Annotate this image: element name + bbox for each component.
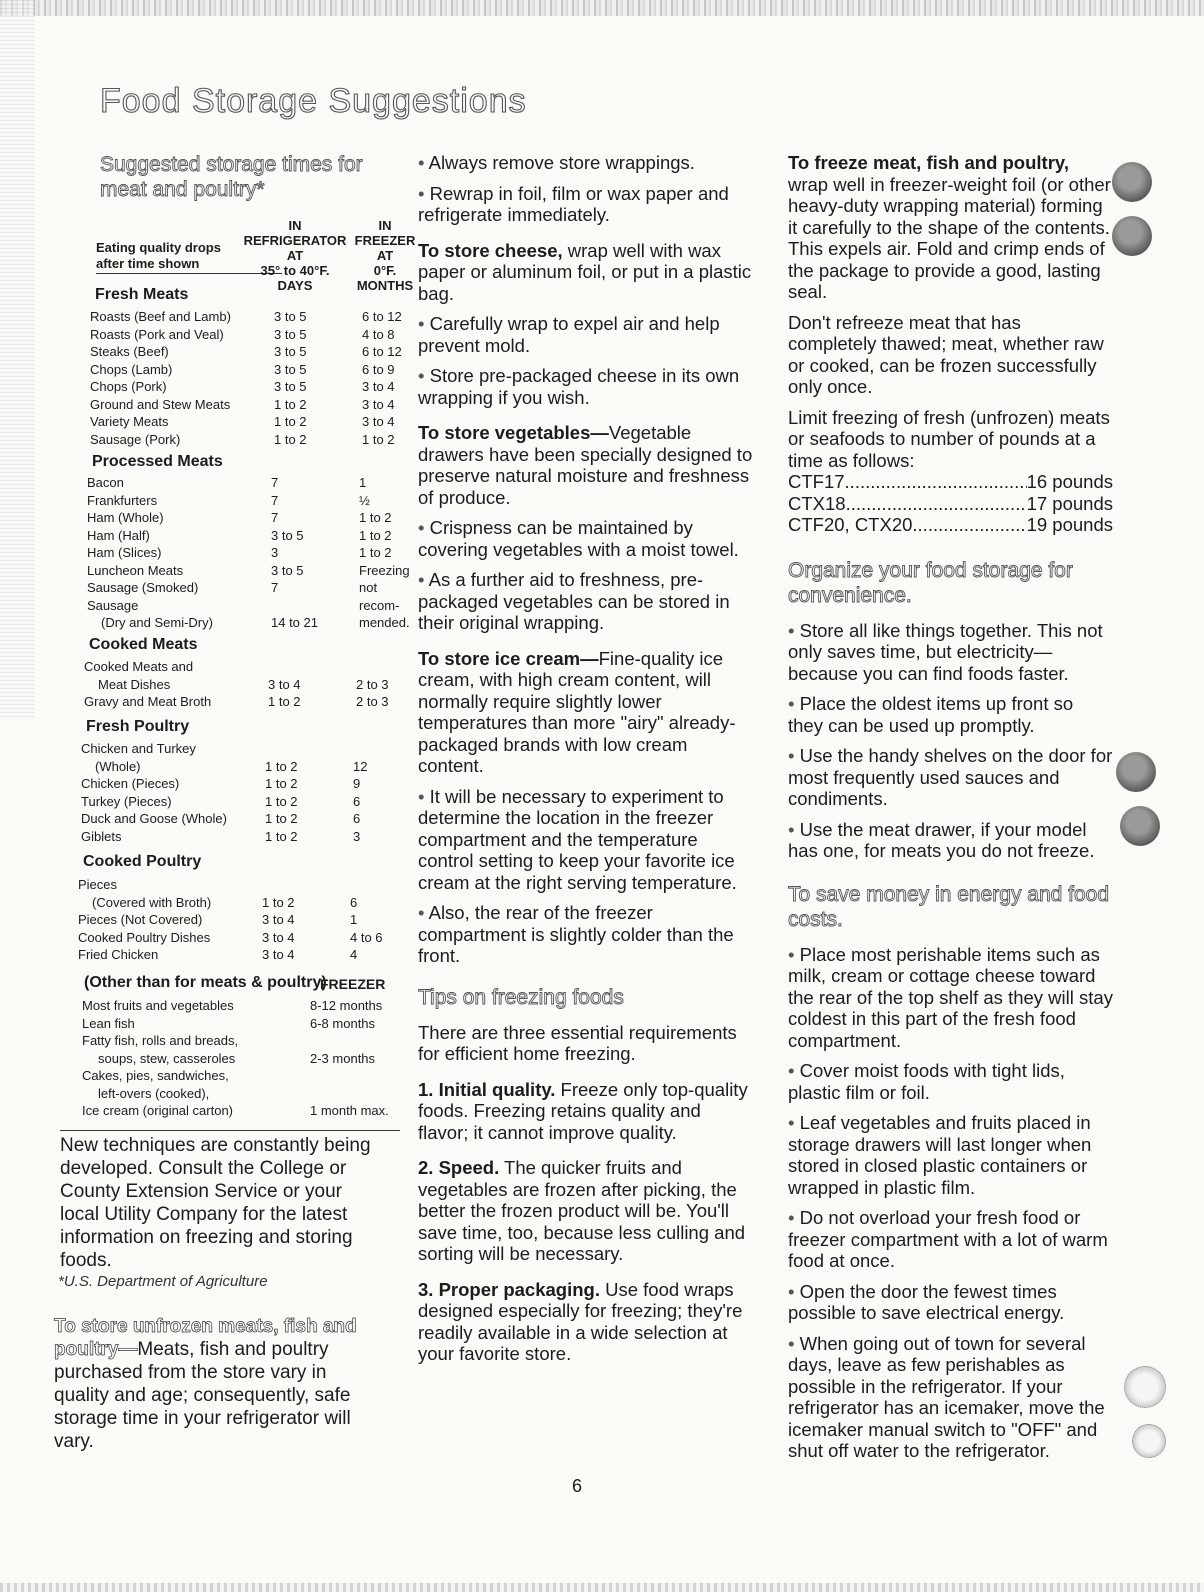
table-row-name: Pieces (Not Covered) — [78, 912, 203, 927]
table-row-freezer: 2 to 3 — [356, 676, 389, 692]
tip3-text: Use food wraps designed especially for freezing; they're readily available in a wide selection at your favorite store. — [418, 1278, 743, 1364]
table-row-name: Steaks (Beef) — [90, 344, 169, 359]
table-row-fridge: 1 to 2 — [262, 894, 295, 910]
model-name: CTF20, CTX20 — [788, 514, 913, 535]
fridge-header-line: 35° to 40°F. — [260, 263, 330, 278]
pounds-value: 17 pounds — [1026, 492, 1113, 514]
table-row-fridge: 1 to 2 — [274, 396, 307, 412]
table-row-name: Chops (Pork) — [90, 379, 167, 394]
table-row-fridge: 3 to 4 — [268, 676, 301, 692]
freezer-header-line: IN — [378, 218, 392, 233]
left-header-line: Eating quality drops — [96, 240, 221, 255]
other-row-name: Most fruits and vegetables — [82, 998, 234, 1013]
bullet-crispness: • Crispness can be maintained by covering vegetables with a moist towel. — [418, 517, 753, 560]
table-row-fridge: 3 to 4 — [262, 929, 295, 945]
table-row-fridge: 3 — [271, 545, 279, 560]
bullet-cover-foods: • Cover moist foods with tight lids, plastic film or foil. — [788, 1060, 1113, 1103]
section-heading: Fresh Meats — [95, 286, 189, 303]
table-row-fridge: 1 to 2 — [265, 776, 298, 791]
table-row-name: Cooked Meats and — [84, 659, 194, 674]
fridge-header-line: AT — [286, 248, 304, 263]
table-row-fridge: 7 — [271, 475, 279, 490]
other-row-value: 1 month max. — [310, 1103, 389, 1118]
tips-intro: There are three essential requirements for efficient home freezing. — [418, 1021, 737, 1064]
unfrozen-text: Meats, fish and poultry purchased from the store vary in quality and age; consequently, safe storage time in your refrigerator will vary. — [54, 1339, 351, 1452]
page-title: Food Storage Suggestions — [100, 82, 527, 120]
left-header-line: after time shown — [96, 256, 200, 271]
organize-heading: Organize your food storage for convenience. — [788, 558, 1073, 607]
table-row-name: (Whole) — [95, 758, 141, 774]
pounds-value: 19 pounds — [1026, 514, 1113, 535]
page-number: 6 — [572, 1476, 583, 1496]
table-row-freezer: 2 to 3 — [356, 694, 389, 709]
other-row-value: 6-8 months — [310, 1015, 376, 1031]
table-row-freezer: 1 to 2 — [359, 510, 392, 525]
table-row-name: Frankfurters — [87, 492, 158, 508]
table-row-name: Sausage (Pork) — [90, 431, 181, 447]
table-row-freezer: 1 to 2 — [362, 431, 395, 447]
binder-hole-icon — [1116, 752, 1156, 792]
table-row-freezer: 3 — [353, 828, 361, 844]
table-row-name: Cooked Poultry Dishes — [78, 929, 211, 945]
ice-cream-paragraph — [418, 648, 753, 777]
table-row-name: Ham (Whole) — [87, 510, 164, 525]
capacity-list — [788, 471, 1113, 536]
capacity-row — [788, 471, 1113, 493]
table-row-freezer: recom- — [359, 597, 400, 613]
table-row-freezer: 6 to 12 — [362, 344, 402, 359]
tip1-lead: 1. Initial quality. — [418, 1078, 556, 1100]
table-row-fridge: 3 to 5 — [274, 361, 307, 377]
bullet-prepackaged-cheese: • Store pre-packaged cheese in its own wrapping if you wish. — [418, 365, 753, 408]
table-row-freezer: mended. — [359, 615, 410, 630]
section-heading: Cooked Meats — [89, 636, 198, 653]
other-row-value: 8-12 months — [310, 998, 383, 1013]
table-row-freezer: 3 to 4 — [362, 379, 395, 394]
table-row-fridge: 3 to 5 — [274, 344, 307, 359]
table-row-name: Luncheon Meats — [87, 562, 184, 578]
table-row-name: Fried Chicken — [78, 947, 159, 962]
bullet-door-shelves: • Use the handy shelves on the door for most frequently used sauces and condiments. — [788, 745, 1113, 810]
section-heading: Processed Meats — [92, 453, 223, 470]
other-row-name: Cakes, pies, sandwiches, — [82, 1068, 229, 1083]
limit-paragraph: Limit freezing of fresh (unfrozen) meats or seafoods to number of pounds at a time as follows: — [788, 406, 1110, 471]
model-name: CTX18 — [788, 492, 846, 514]
unfrozen-lead: To store unfrozen meats, fish and poultry— — [54, 1316, 357, 1360]
table-row-name: Ham (Slices) — [87, 545, 162, 560]
tip1-text: Freeze only top-quality foods. Freezing retains quality and flavor; it cannot improve quality. — [418, 1078, 748, 1143]
binder-hole-icon — [1124, 1366, 1166, 1408]
table-row-name: (Covered with Broth) — [92, 894, 212, 910]
model-name: CTF17 — [788, 471, 845, 492]
table-row-fridge: 7 — [271, 492, 279, 508]
ice-cream-lead: To store ice cream— — [418, 647, 599, 669]
vegetables-text: Vegetable drawers have been specially designed to preserve natural moisture and freshness of produce. — [418, 422, 753, 508]
table-row-freezer: 9 — [353, 776, 361, 791]
freeze-text: wrap well in freezer-weight foil (or other heavy-duty wrapping material) forming it carefully to the shape of the contents. This expels air. Fold and crimp ends of the package to provide a good, lasting seal. — [788, 173, 1111, 302]
pounds-value: 16 pounds — [1026, 471, 1113, 492]
table-row-name: Bacon — [87, 475, 124, 490]
tip-initial-quality — [418, 1079, 753, 1144]
table-row-name: Meat Dishes — [98, 676, 171, 692]
bullet-rear-colder: • Also, the rear of the freezer compartment is slightly colder than the front. — [418, 902, 753, 967]
table-row-freezer: 4 to 6 — [350, 929, 383, 945]
table-row-fridge: 3 to 4 — [262, 912, 295, 927]
table-row-fridge: 3 to 5 — [274, 379, 307, 394]
table-row-name: Pieces — [78, 877, 118, 892]
freeze-meat-paragraph — [788, 152, 1113, 303]
table-row-name: Chicken and Turkey — [81, 741, 196, 756]
bullet-leaf-vegetables: • Leaf vegetables and fruits placed in storage drawers will last longer when stored in closed plastic containers or wrapped in plastic film. — [788, 1112, 1113, 1198]
table-row-name: Roasts (Beef and Lamb) — [90, 309, 231, 324]
dot-leader — [912, 514, 1026, 536]
other-row-name: soups, stew, casseroles — [98, 1050, 236, 1066]
bullet-rewrap: • Rewrap in foil, film or wax paper and refrigerate immediately. — [418, 183, 753, 226]
table-row-fridge: 1 to 2 — [265, 811, 298, 826]
freezer-header-line: AT — [376, 248, 394, 263]
tip2-text: The quicker fruits and vegetables are frozen after picking, the better the frozen product will be. You'll save time, too, because less culling and sorting will be necessary. — [418, 1157, 746, 1264]
table-row-freezer: 3 to 4 — [362, 396, 395, 412]
table-row-fridge: 1 to 2 — [274, 431, 307, 447]
table-row-freezer: 1 to 2 — [359, 545, 392, 560]
other-heading: (Other than for meats & poultry) — [84, 974, 327, 991]
table-row-fridge: 3 to 5 — [274, 309, 307, 324]
table-row-fridge: 14 to 21 — [271, 615, 318, 630]
binder-hole-icon — [1132, 1424, 1166, 1458]
vegetables-paragraph — [418, 422, 753, 508]
table-row-fridge: 7 — [271, 580, 279, 595]
table-row-name: Gravy and Meat Broth — [84, 694, 212, 709]
scan-edge-bottom — [0, 1583, 1204, 1592]
table-row-freezer: 1 to 2 — [359, 527, 392, 543]
bullet-open-door: • Open the door the fewest times possible to save electrical energy. — [788, 1281, 1113, 1324]
table-row-name: Variety Meats — [90, 414, 169, 429]
tip-packaging — [418, 1279, 753, 1365]
table-row-freezer: 6 — [353, 811, 361, 826]
table-row-freezer: 6 to 9 — [362, 361, 395, 377]
refreeze-paragraph: Don't refreeze meat that has completely thawed; meat, whether raw or cooked, can be frozen successfully only once. — [788, 311, 1104, 397]
table-row-freezer: 1 — [359, 475, 367, 490]
table-row-fridge: 3 to 4 — [262, 947, 295, 962]
tip3-lead: 3. Proper packaging. — [418, 1278, 600, 1300]
other-row-value: 2-3 months — [310, 1050, 376, 1066]
capacity-row — [788, 493, 1113, 515]
dot-leader — [846, 493, 1027, 515]
table-row-name: Ham (Half) — [87, 527, 150, 543]
table-row-name: Ground and Stew Meats — [90, 396, 231, 412]
vegetables-lead: To store vegetables— — [418, 422, 609, 443]
cheese-lead: To store cheese, — [418, 239, 563, 261]
table-row-name: Duck and Goose (Whole) — [81, 811, 227, 826]
fridge-header-line: REFRIGERATOR — [243, 233, 347, 248]
other-row-name: Fatty fish, rolls and breads, — [82, 1033, 239, 1048]
table-row-name: Sausage — [87, 597, 139, 613]
middle-column — [418, 152, 753, 1374]
bullet-out-of-town: • When going out of town for several days, leave as few perishables as possible in the refrigerator. If your refrigerator has an icemaker, move the icemaker manual switch to "OFF" and shut off water to the refrigerator. — [788, 1333, 1113, 1462]
table-row-fridge: 3 to 5 — [271, 527, 304, 543]
freezer-header-line: FREEZER — [354, 233, 416, 248]
table-row-fridge: 1 to 2 — [265, 758, 298, 774]
table-row-name: (Dry and Semi-Dry) — [101, 615, 213, 630]
unfrozen-paragraph — [54, 1315, 374, 1453]
freezer-header-line: MONTHS — [356, 278, 414, 293]
section-heading: Fresh Poultry — [86, 718, 190, 735]
table-bottom-rule — [60, 1130, 400, 1131]
right-column — [788, 152, 1113, 1471]
save-money-heading: To save money in energy and food costs. — [788, 882, 1110, 931]
table-row-name: Giblets — [81, 828, 122, 844]
table-row-name: Chops (Lamb) — [90, 361, 173, 377]
binder-hole-icon — [1112, 216, 1152, 256]
bullet-meat-drawer: • Use the meat drawer, if your model has one, for meats you do not freeze. — [788, 819, 1113, 862]
scan-edge-top — [0, 0, 1204, 16]
fridge-header-line: DAYS — [277, 278, 313, 293]
table-row-freezer: 1 — [350, 912, 358, 927]
table-row-freezer: 6 to 12 — [362, 309, 402, 324]
section-heading: Cooked Poultry — [83, 853, 202, 870]
tip2-lead: 2. Speed. — [418, 1157, 500, 1178]
table-row-freezer: not — [359, 580, 378, 595]
tips-heading: Tips on freezing foods — [418, 985, 624, 1009]
other-row-name: Lean fish — [82, 1015, 135, 1031]
table-row-fridge: 3 to 5 — [274, 326, 307, 342]
table-row-name: Roasts (Pork and Veal) — [90, 326, 224, 342]
bullet-like-things: • Store all like things together. This not only saves time, but electricity—because you can find foods faster. — [788, 620, 1113, 685]
table-row-fridge: 1 to 2 — [268, 694, 301, 709]
freezer-header-line: 0°F. — [373, 263, 397, 278]
ice-cream-text: Fine-quality ice cream, with high cream content, will normally require slightly lower temperatures than more "airy" already-packaged brands with low cream content. — [418, 647, 736, 776]
table-row-freezer: 6 — [353, 793, 361, 809]
bullet-wrap-air: • Carefully wrap to expel air and help prevent mold. — [418, 313, 753, 356]
table-row-name: Turkey (Pieces) — [81, 793, 172, 809]
footnote: *U.S. Department of Agriculture — [58, 1273, 268, 1290]
table-row-name: Sausage (Smoked) — [87, 580, 199, 595]
tip-speed — [418, 1157, 753, 1265]
bullet-experiment: • It will be necessary to experiment to determine the location in the freezer compartment and the temperature control setting to keep your favorite ice cream at the right serving temperature. — [418, 786, 753, 894]
table-row-freezer: Freezing — [359, 562, 410, 578]
table-row-fridge: 1 to 2 — [265, 828, 298, 844]
table-row-freezer: 3 to 4 — [362, 414, 395, 429]
binder-hole-icon — [1120, 806, 1160, 846]
bullet-no-overload: • Do not overload your fresh food or freezer compartment with a lot of warm food at once. — [788, 1207, 1113, 1272]
binder-hole-icon — [1112, 162, 1152, 202]
dot-leader — [845, 471, 1027, 493]
bullet-oldest-items: • Place the oldest items up front so they can be used up promptly. — [788, 693, 1113, 736]
table-row-freezer: 4 — [350, 947, 358, 962]
other-row-name: left-overs (cooked), — [98, 1085, 210, 1101]
fridge-header-line: IN — [288, 218, 302, 233]
capacity-row — [788, 514, 1113, 536]
bullet-perishables-rear: • Place most perishable items such as milk, cream or cottage cheese toward the rear of the top shelf as they will stay coldest in this part of the fresh food compartment. — [788, 944, 1113, 1052]
table-row-fridge: 3 to 5 — [271, 562, 304, 578]
table-row-freezer: 6 — [350, 894, 358, 910]
extension-note: New techniques are constantly being developed. Consult the College or County Extension Service or your local Utility Company for the latest information on freezing and storing foods. — [60, 1135, 371, 1271]
bullet-freshness: • As a further aid to freshness, pre-packaged vegetables can be stored in their original wrapping. — [418, 569, 753, 634]
table-row-freezer: 4 to 8 — [362, 326, 395, 342]
table-row-fridge: 7 — [271, 510, 279, 525]
table-row-name: Chicken (Pieces) — [81, 776, 180, 791]
scan-edge-left — [0, 0, 34, 720]
bullet-remove-wrappings: • Always remove store wrappings. — [418, 152, 753, 174]
table-heading: Suggested storage times for meat and poultry* — [100, 153, 363, 201]
table-row-fridge: 1 to 2 — [265, 793, 298, 809]
other-freezer-label: FREEZER — [320, 976, 386, 992]
cheese-paragraph — [418, 240, 753, 305]
table-row-freezer: 12 — [353, 758, 368, 774]
freeze-lead: To freeze meat, fish and poultry, — [788, 152, 1069, 173]
cheese-text: wrap well with wax paper or aluminum foil, or put in a plastic bag. — [418, 239, 752, 304]
table-row-fridge: 1 to 2 — [274, 414, 307, 429]
other-row-name: Ice cream (original carton) — [82, 1103, 233, 1118]
table-row-freezer: ½ — [359, 492, 370, 508]
